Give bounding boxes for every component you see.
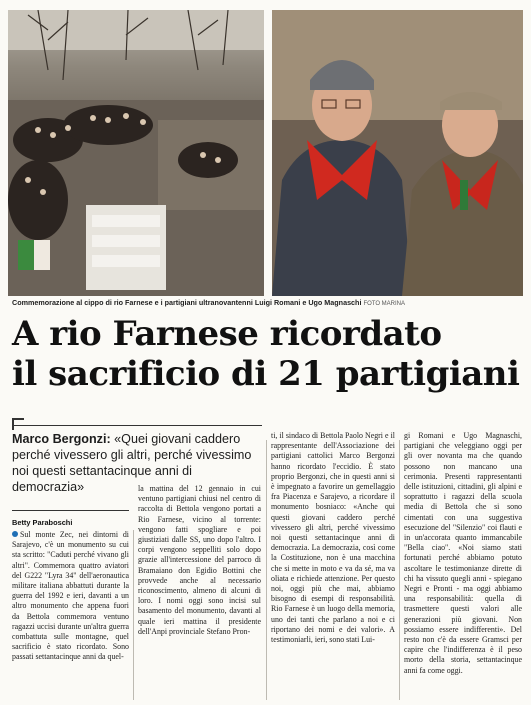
column-separator (399, 440, 400, 700)
partisans-photo-illustration (272, 10, 523, 296)
column-3-text: ti, il sindaco di Bettola Paolo Negri e il rappresentante dell'Associazione dei partigiani cattolici Marco Bergonzi hanno ricordato l'eccidio. È stato proprio Bergonzi, che in questi anni si è impegnato a favorire un gemellaggio fra Piacenza e Sarajevo, a ricordare il monumento bosniaco: «Anche qui questi giovani caddero perché vivessero gli altri, perché vivessimo noi questi settantacinque anni di democrazia. La democrazia, così come la Costituzione, non è una macchina che si mette in moto e va da sé, ma va oliata e richiede attenzione. Per questo noi, oggi più che mai, abbiamo bisogno di esempi di responsabilità. Rio Farnese è un luogo della memoria, uno dei tanti che parlano a noi e ci riportano dei nomi e dei valori». A testimoniarli, ieri, sono stati Lui- (271, 431, 395, 645)
caption-text: Commemorazione al cippo di rio Farnese e i partigiani ultranovantenni Luigi Romani e Ugo Magnaschi (12, 298, 362, 307)
column-separator (133, 530, 134, 700)
subhead-speaker: Marco Bergonzi: (12, 432, 111, 446)
headline (12, 314, 522, 394)
column-1-text: Sul monte Zec, nei dintorni di Sarajevo, c'è un monumento su cui sta scritto: "Caduti perché vivano gli altri". Commemora quattro aviatori del G222 "Lyra 34" dell'aeronautica militare italiana abbattuti durante la guerra del 1992 e ieri, davanti a un altro monumento che appena fuori da Bettola commemora ventuno ragazzi uccisi durante un'altra guerra combattuta sulle montagne, quel sacrificio è stato ricordato. Sono passati settantacinque anni da quel- (12, 530, 129, 662)
bullet-icon (12, 531, 18, 537)
photo-caption (12, 298, 522, 307)
photo-commemoration-crowd (8, 10, 264, 296)
crowd-photo-illustration (8, 10, 264, 296)
corner-mark (12, 418, 24, 430)
article-column-2 (138, 484, 261, 637)
photo-partisans-romani-magnaschi (272, 10, 523, 296)
caption-credit: FOTO MARINA (363, 301, 406, 307)
column-separator (266, 440, 267, 700)
headline-line-1: A rio Farnese ricordato (12, 314, 442, 354)
divider-rule (12, 425, 262, 426)
headline-line-2: il sacrificio di 21 partigiani (12, 354, 520, 394)
article-column-4 (404, 431, 522, 676)
article-column-3 (271, 431, 395, 645)
article-column-1 (12, 530, 129, 663)
column-2-text: la mattina del 12 gennaio in cui ventuno partigiani chiusi nel centro di raccolta di Bettola vengono portati a Rio Farnese, vicino al torrente: vengono fatti spogliare e poi giustiziati dalle SS, uno dopo l'altro. I corpi vengono seppelliti solo dopo grazie all'intercessione del parroco di Bramaiano don Egidio Bottini che provvede anche al necessario riconoscimento, almeno di alcuni di loro. I nomi oggi sono incisi sul basamento del monumento, davanti al quale ieri mattina il presidente dell'Anpi provinciale Stefano Pron- (138, 484, 261, 636)
column-4-text: gi Romani e Ugo Magnaschi, partigiani che veleggiano oggi per gli over novanta ma che quando possono non mancano una cerimonia. Presenti rappresentanti delle istituzioni, cittadini, gli alpini e soprattutto i ragazzi della scuola media di Bettola che si sono cimentati con una suggestiva esecuzione del "Silenzio" coi flauti e in un'accorata quanto immancabile "Bella ciao". «Noi siamo stati fortunati perché abbiamo potuto ascoltare le testimonianze dirette di chi ha vissuto quegli anni - spiegano Negri e Pronti - ma oggi abbiamo una responsabilità: quella di trasmettere questi valori alle generazioni più giovani. Non possiamo essere indifferenti». Del resto non c'è da essere Gramsci per capire che l'indifferenza è il peso morto della storia, settantacinque anni fa come oggi. (404, 431, 522, 675)
byline-rule (12, 510, 129, 511)
subhead-quote: «Quei giovani caddero perché vivessero gli altri, perché vivessimo noi questi settantacinque anni di democrazia» (12, 432, 252, 494)
byline: Betty Paraboschi (12, 518, 73, 527)
